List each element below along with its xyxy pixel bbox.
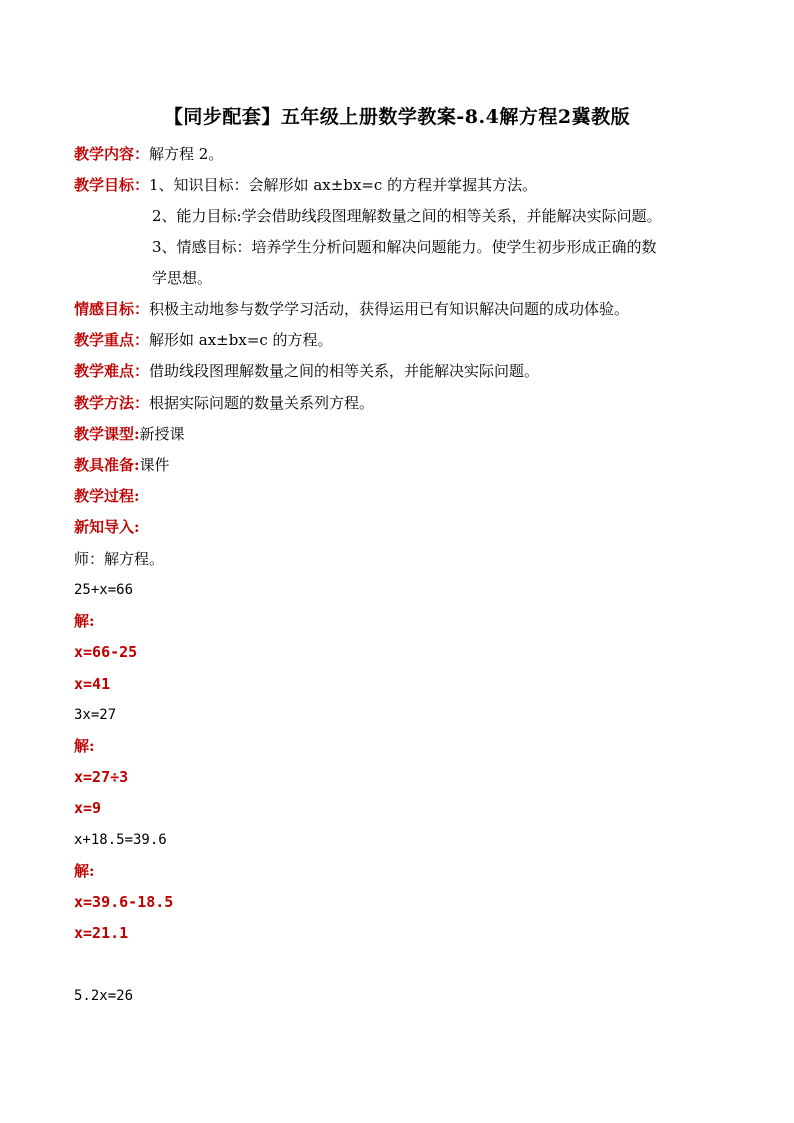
key-point-row [74,329,333,351]
tools-row [74,454,170,476]
eq1-step2: x=41 [74,675,111,693]
lesson-type-label: 教学课型: [74,425,140,443]
key-point-text: 解形如 ax±bx=c 的方程。 [149,331,333,349]
eq3-step2: x=21.1 [74,924,129,942]
method-text: 根据实际问题的数量关系列方程。 [149,394,375,412]
teaching-content-label: 教学内容： [74,145,150,163]
eq2-step1: x=27÷3 [74,768,129,786]
method-label: 教学方法： [74,394,150,412]
eq3-solve-label: 解: [74,862,95,880]
eq3-problem: x+18.5=39.6 [74,832,167,848]
emotion-goal-row [74,298,629,320]
process-row [74,485,140,507]
eq2-solve-label: 解: [74,737,95,755]
teaching-content-row [74,143,223,165]
teaching-goal-3-line1: 3、情感目标：培养学生分析问题和解决问题能力。使学生初步形成正确的数 [152,238,657,256]
eq1-step1: x=66-25 [74,643,138,661]
teaching-goal-2: 2、能力目标:学会借助线段图理解数量之间的相等关系，并能解决实际问题。 [152,207,662,225]
emotion-goal-label: 情感目标： [74,300,150,318]
eq1-solve-label: 解: [74,612,95,630]
intro-row [74,516,140,538]
eq2-step2: x=9 [74,799,102,817]
difficulty-text: 借助线段图理解数量之间的相等关系，并能解决实际问题。 [149,362,540,380]
intro-label: 新知导入: [74,518,140,536]
eq1-problem: 25+x=66 [74,582,134,598]
process-label: 教学过程: [74,487,140,505]
eq2-problem: 3x=27 [74,707,117,723]
difficulty-row [74,360,539,382]
key-point-label: 教学重点： [74,331,150,349]
emotion-goal-text: 积极主动地参与数学学习活动，获得运用已有知识解决问题的成功体验。 [149,300,630,318]
teaching-goals-row [74,174,537,196]
teaching-content-text: 解方程 2。 [149,145,224,163]
lesson-type-text: 新授课 [139,425,185,443]
method-row [74,392,374,414]
page-title: 【同步配套】五年级上册数学教案-8.4解方程2冀教版 [163,106,631,128]
teaching-goal-1: 1、知识目标：会解形如 ax±bx=c 的方程并掌握其方法。 [149,176,538,194]
tools-label: 教具准备: [74,456,140,474]
eq4-problem: 5.2x=26 [74,988,134,1004]
tools-text: 课件 [139,456,170,474]
difficulty-label: 教学难点： [74,362,150,380]
eq3-step1: x=39.6-18.5 [74,893,174,911]
teacher-line: 师：解方程。 [74,550,165,568]
lesson-type-row [74,423,185,445]
teaching-goals-label: 教学目标： [74,176,150,194]
teaching-goal-3-line2: 学思想。 [152,269,213,287]
